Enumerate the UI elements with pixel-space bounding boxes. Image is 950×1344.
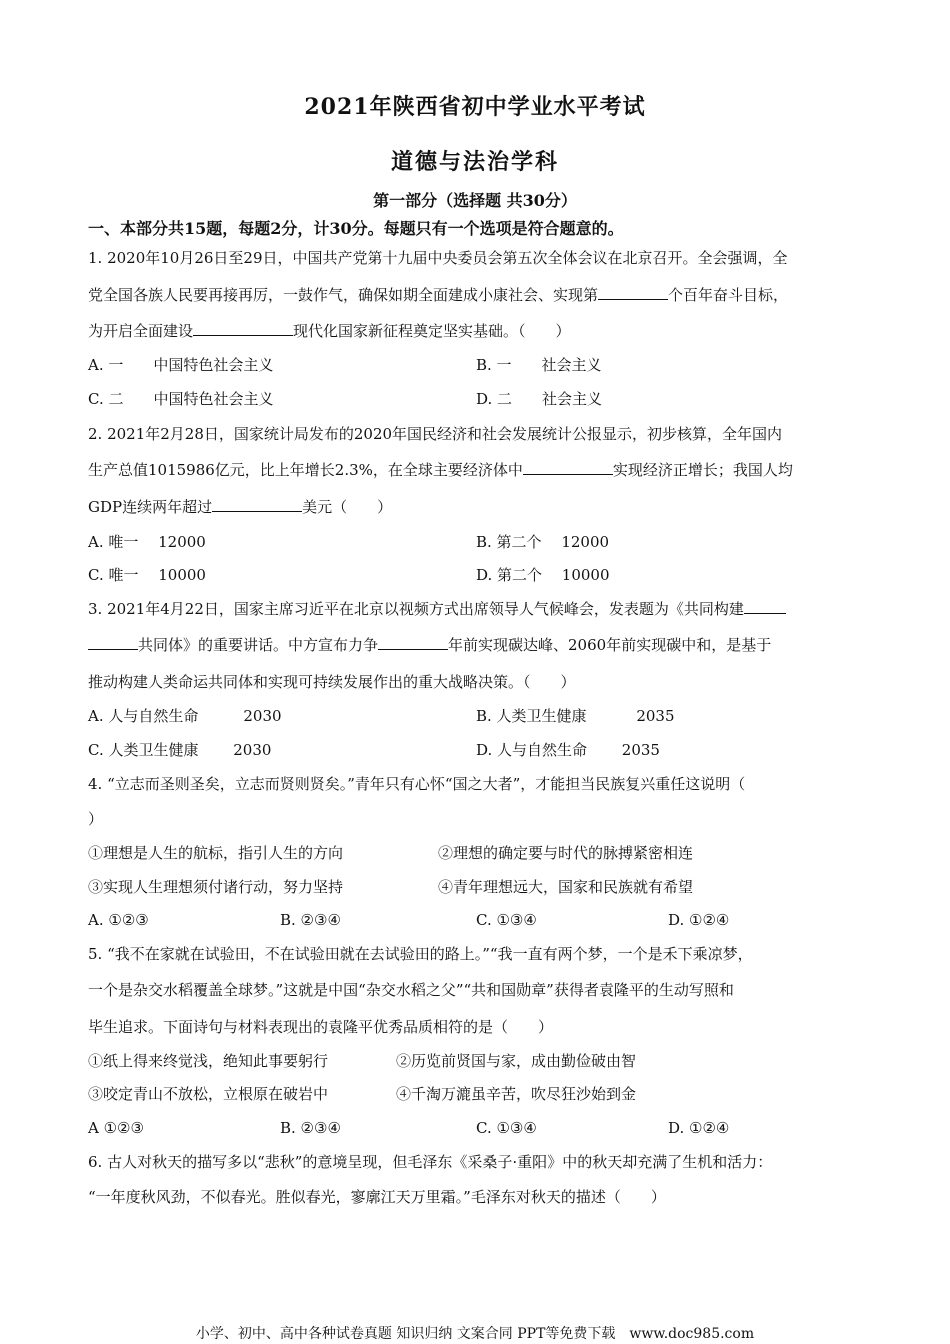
q5-statement-2: ②历览前贤国与家，成由勤俭破由智 (396, 1052, 637, 1070)
q3-line2-text: 共同体》的重要讲话。中方宣布力争 (138, 636, 379, 654)
q1-option-b: B. 一 社会主义 (476, 356, 602, 374)
q1-line2-tail: 个百年奋斗目标， (668, 286, 789, 304)
section-instruction: 一、本部分共15题，每题2分，计30分。每题只有一个选项是符合题意的。 (88, 219, 624, 238)
q3-line2 (88, 635, 878, 655)
q3-option-c: C. 人类卫生健康 2030 (88, 741, 272, 759)
q5-line3: 毕生追求。下面诗句与材料表现出的袁隆平优秀品质相符的是（ ） (88, 1018, 554, 1036)
q3-option-b: B. 人类卫生健康 2035 (476, 707, 675, 725)
q6-line2: “一年度秋风劲，不似春光。胜似春光，寥廓江天万里霜。”毛泽东对秋天的描述（ ） (88, 1188, 666, 1206)
q2-line3 (88, 497, 878, 517)
q4-line1: 4. “立志而圣则圣矣，立志而贤则贤矣。”青年只有心怀“国之大者”，才能担当民族复兴重任这说明（ (88, 775, 746, 793)
q1-line3-tail: 现代化国家新征程奠定坚实基础。（ ） (293, 322, 571, 340)
q2-blank1 (523, 460, 613, 475)
q3-line1-text: 3. 2021年4月22日，国家主席习近平在北京以视频方式出席领导人气候峰会，发表题为《共同构建 (88, 600, 744, 618)
q5-option-c: C. ①③④ (476, 1119, 537, 1137)
q6-line1: 6. 古人对秋天的描写多以“悲秋”的意境呈现，但毛泽东《采桑子·重阳》中的秋天却充满了生机和活力： (88, 1153, 773, 1171)
q4-line2: ） (88, 810, 104, 828)
q4-option-a: A. ①②③ (88, 911, 149, 929)
q3-option-a: A. 人与自然生命 2030 (88, 707, 282, 725)
q1-line1: 1. 2020年10月26日至29日，中国共产党第十九届中央委员会第五次全体会议在北京召开。全会强调，全 (88, 249, 788, 267)
q1-option-d: D. 二 社会主义 (476, 390, 603, 408)
q3-line3: 推动构建人类命运共同体和实现可持续发展作出的重大战略决策。（ ） (88, 673, 576, 691)
q5-statement-1: ①纸上得来终觉浅，绝知此事要躬行 (88, 1052, 329, 1070)
q1-blank2 (193, 321, 293, 336)
q2-line3-tail: 美元（ ） (302, 498, 393, 516)
q5-statement-3: ③咬定青山不放松，立根原在破岩中 (88, 1085, 329, 1103)
q1-line3 (88, 321, 878, 341)
q4-option-b: B. ②③④ (280, 911, 341, 929)
q1-line2 (88, 285, 878, 305)
subject-title: 道德与法治学科 (390, 149, 559, 175)
q2-blank2 (212, 497, 302, 512)
q2-option-b: B. 第二个 12000 (476, 533, 610, 551)
q5-line2: 一个是杂交水稻覆盖全球梦。”这就是中国“杂交水稻之父”“共和国勋章”获得者袁隆平的生动写照和 (88, 981, 734, 999)
q2-option-c: C. 唯一 10000 (88, 566, 206, 584)
q2-line1: 2. 2021年2月28日，国家统计局发布的2020年国民经济和社会发展统计公报显示，初步核算，全年国内 (88, 425, 783, 443)
q1-line2-text: 党全国各族人民要再接再厉，一鼓作气，确保如期全面建成小康社会、实现第 (88, 286, 599, 304)
q5-line1: 5. “我不在家就在试验田，不在试验田就在去试验田的路上。”“我一直有两个梦，一个是禾下乘凉梦， (88, 945, 753, 963)
part-heading: 第一部分（选择题 共30分） (373, 191, 577, 210)
q2-line3-text: GDP连续两年超过 (88, 498, 213, 516)
q4-option-c: C. ①③④ (476, 911, 537, 929)
q4-statement-4: ④青年理想远大，国家和民族就有希望 (438, 878, 694, 896)
q3-blank1a (744, 599, 786, 614)
q4-statement-3: ③实现人生理想须付诸行动，努力坚持 (88, 878, 344, 896)
q2-line2-text: 生产总值1015986亿元，比上年增长2.3%，在全球主要经济体中 (88, 461, 523, 479)
q5-statement-4: ④千淘万漉虽辛苦，吹尽狂沙始到金 (396, 1085, 637, 1103)
q5-option-d: D. ①②④ (668, 1119, 730, 1137)
exam-title: 2021年陕西省初中学业水平考试 (304, 94, 646, 120)
q3-line2-tail: 年前实现碳达峰、2060年前实现碳中和，是基于 (448, 636, 772, 654)
q3-blank2 (378, 635, 448, 650)
q2-option-a: A. 唯一 12000 (88, 533, 206, 551)
q3-blank1b (88, 635, 138, 650)
q2-line2 (88, 460, 878, 480)
q1-option-a: A. 一 中国特色社会主义 (88, 356, 274, 374)
q5-option-b: B. ②③④ (280, 1119, 341, 1137)
q4-statement-1: ①理想是人生的航标，指引人生的方向 (88, 844, 344, 862)
q2-option-d: D. 第二个 10000 (476, 566, 610, 584)
q4-option-d: D. ①②④ (668, 911, 730, 929)
q1-blank1 (598, 285, 668, 300)
q1-option-c: C. 二 中国特色社会主义 (88, 390, 274, 408)
q2-line2-tail: 实现经济正增长；我国人均 (612, 461, 793, 479)
q5-option-a: A ①②③ (88, 1119, 144, 1137)
page-footer: 小学、初中、高中各种试卷真题 知识归纳 文案合同 PPT等免费下载 www.doc985.com (195, 1326, 755, 1342)
q4-statement-2: ②理想的确定要与时代的脉搏紧密相连 (438, 844, 694, 862)
q3-option-d: D. 人与自然生命 2035 (476, 741, 660, 759)
q1-line3-text: 为开启全面建设 (88, 322, 194, 340)
q3-line1 (88, 599, 878, 619)
